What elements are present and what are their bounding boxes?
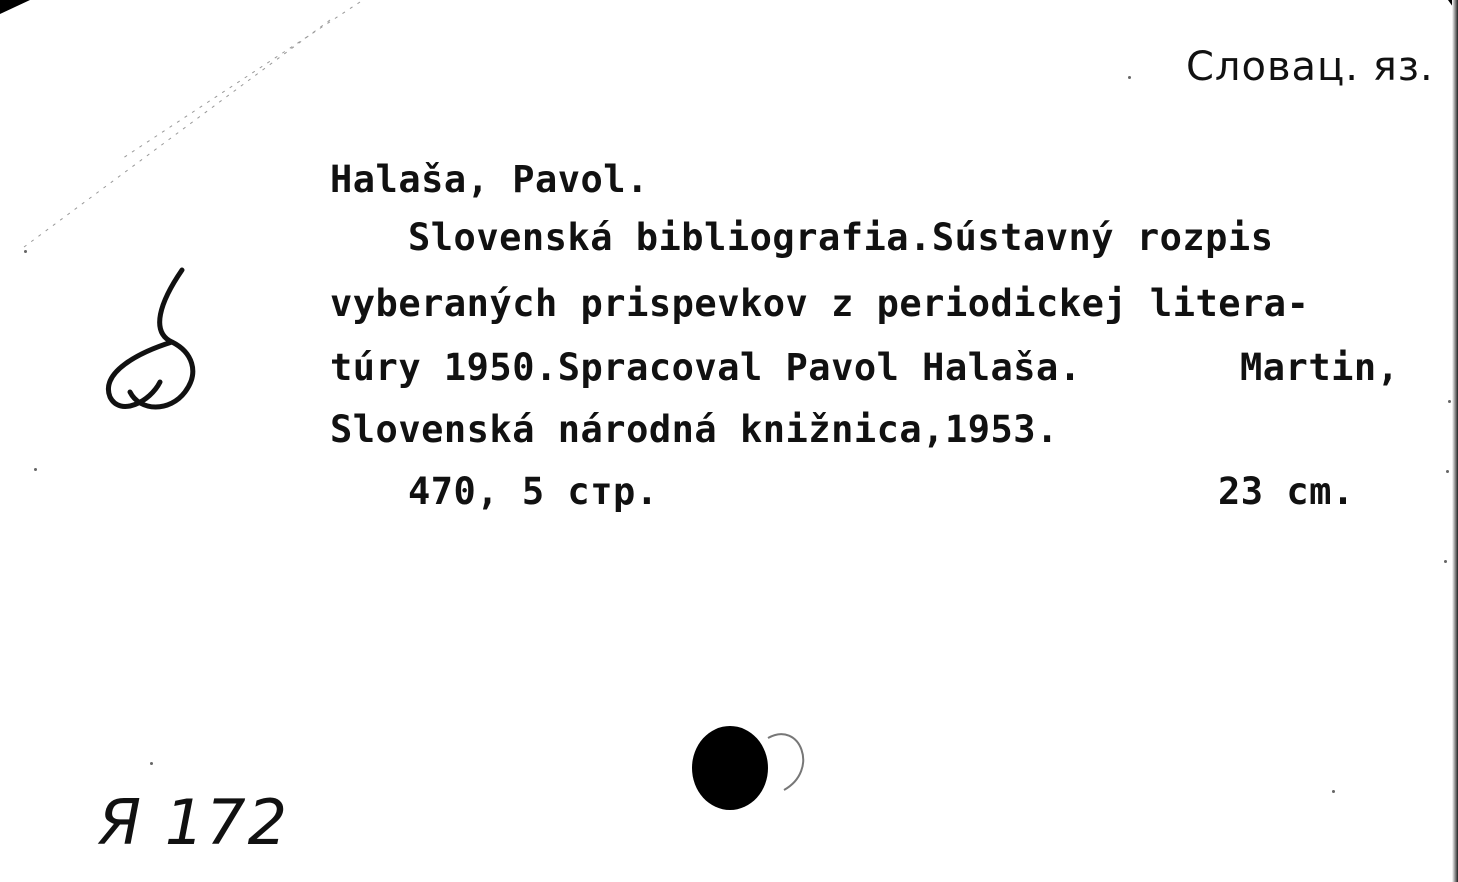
cursive-letter-mark xyxy=(100,262,220,432)
paper-speck xyxy=(150,762,153,765)
title-line-3: túry 1950.Spracoval Pavol Halaša. xyxy=(330,346,1082,389)
paper-speck xyxy=(1446,470,1449,473)
paper-speck xyxy=(24,250,27,253)
title-line-1: Slovenská bibliografia.Sústavný rozpis xyxy=(408,216,1274,259)
pagination: 470, 5 стр. xyxy=(408,470,659,513)
paper-speck xyxy=(1128,76,1131,79)
publication-place: Martin, xyxy=(1240,346,1400,389)
title-line-2: vyberaných prispevkov z periodickej litera- xyxy=(330,282,1310,325)
punch-hole xyxy=(680,710,820,820)
paper-speck xyxy=(1444,560,1447,563)
card-size: 23 cm. xyxy=(1218,470,1355,513)
language-note: Словац. яз. xyxy=(1186,44,1434,90)
author-heading: Halaša, Pavol. xyxy=(330,158,649,201)
paper-speck xyxy=(1332,790,1335,793)
paper-speck xyxy=(1448,400,1451,403)
shelf-mark: Я 172 xyxy=(98,786,290,859)
title-line-4: Slovenská národná knižnica,1953. xyxy=(330,408,1059,451)
paper-speck xyxy=(34,468,37,471)
